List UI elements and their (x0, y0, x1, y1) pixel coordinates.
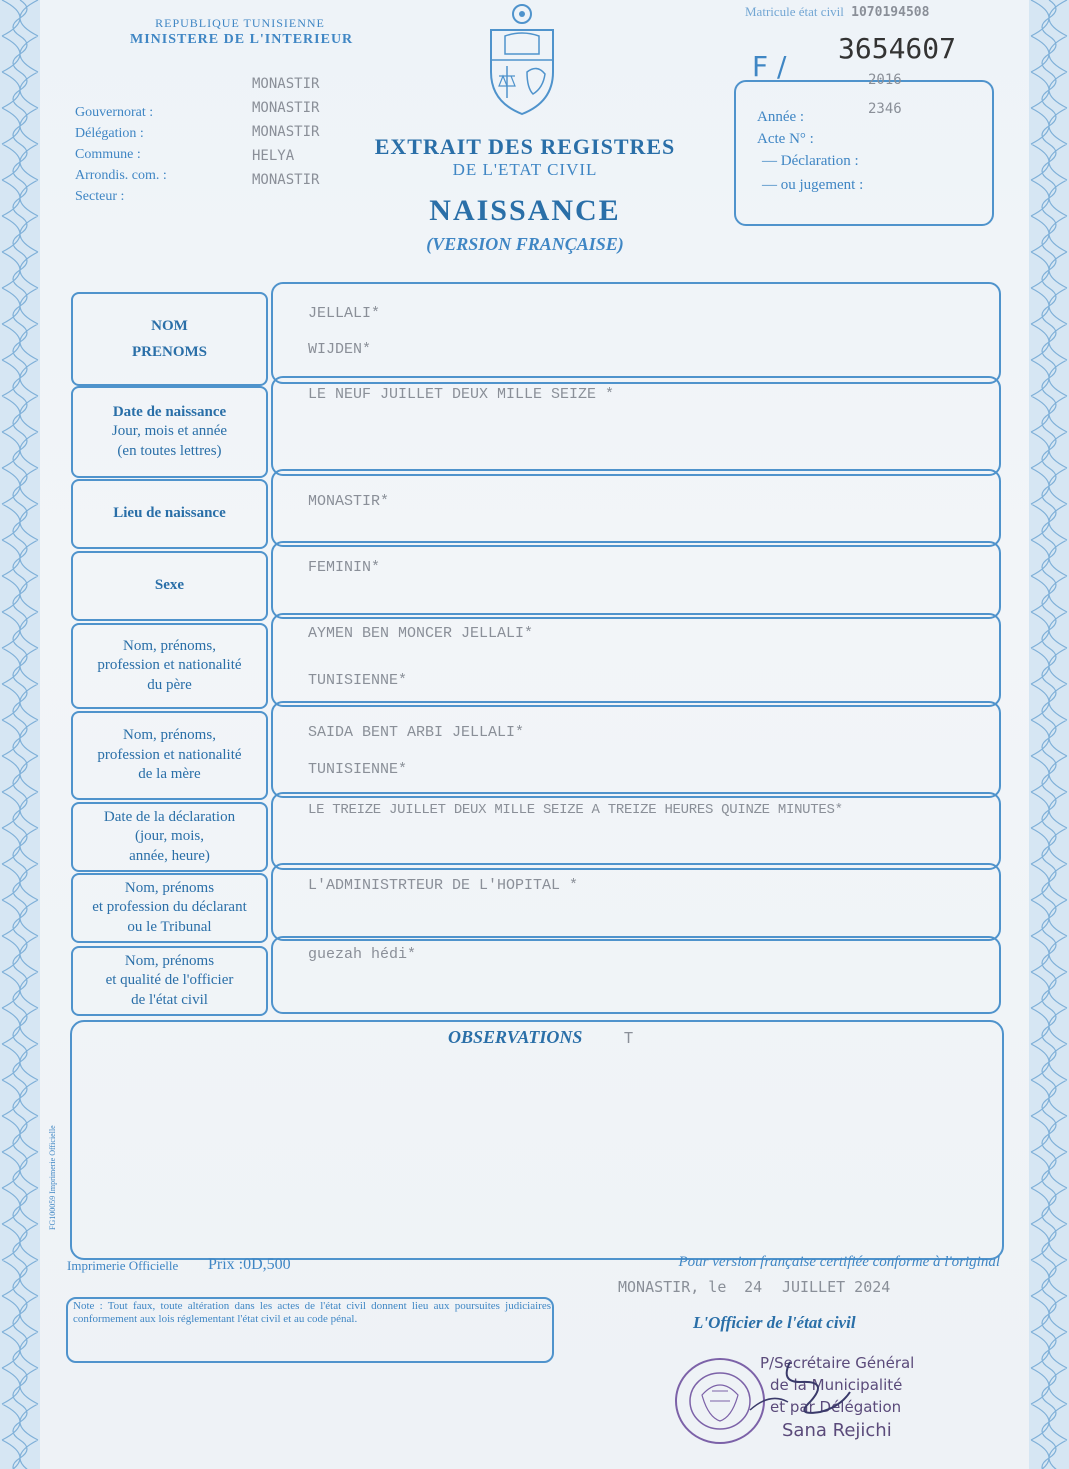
place-date (618, 1278, 890, 1297)
left-guilloche-border (0, 0, 40, 1469)
row-label-box (71, 551, 268, 621)
matricule-value: 1070194508 (851, 5, 930, 20)
observations-label: OBSERVATIONS (448, 1027, 583, 1047)
row-value: MONASTIR* (308, 493, 390, 510)
row-value: WIJDEN* (308, 341, 372, 358)
row-label: Nom, prénoms et qualité de l'officier de l'état civil (105, 952, 234, 1008)
row-value: FEMININ* (308, 559, 381, 576)
ministere-label: MINISTERE DE L'INTERIEUR (130, 32, 354, 47)
row-value: SAIDA BENT ARBI JELLALI* (308, 724, 525, 741)
row-label-box (71, 386, 268, 478)
signature-line-1: P/Secrétaire Général (760, 1354, 915, 1372)
serial-prefix: F / (752, 50, 787, 83)
row-label: Lieu de naissance (113, 505, 226, 522)
matricule-label: Matricule état civil (745, 4, 844, 19)
place-label: MONASTIR, le (618, 1278, 727, 1296)
location-values (252, 72, 319, 192)
title-version: (VERSION FRANÇAISE) (426, 234, 624, 254)
row-value: LE NEUF JUILLET DEUX MILLE SEIZE * (308, 386, 615, 403)
arrondissement-label: Arrondis. com. : (75, 168, 167, 183)
title-naissance: NAISSANCE (429, 194, 621, 227)
date-month-year: JUILLET 2024 (781, 1278, 891, 1296)
row-value: AYMEN BEN MONCER JELLALI* (308, 625, 534, 642)
republique-label: REPUBLIQUE TUNISIENNE (155, 16, 325, 30)
row-label: NOM PRENOMS (132, 318, 207, 360)
row-value: TUNISIENNE* (308, 761, 408, 778)
row-value-box (271, 701, 1001, 798)
matricule (745, 4, 929, 20)
handwritten-signature-icon (740, 1352, 860, 1422)
row-value: L'ADMINISTRTEUR DE L'HOPITAL * (308, 877, 579, 894)
gouvernorat-value: MONASTIR (252, 76, 320, 92)
commune-label: Commune : (75, 147, 141, 162)
declaration-label: — Déclaration : (762, 153, 859, 169)
observations-box (70, 1020, 1004, 1260)
side-print-code: FG100059 Imprimerie Officielle (48, 1125, 57, 1230)
row-value: TUNISIENNE* (308, 672, 408, 689)
signature-name: Sana Rejichi (782, 1420, 892, 1441)
date-day: 24 (744, 1278, 763, 1296)
row-value: LE TREIZE JUILLET DEUX MILLE SEIZE A TREIZE HEURES QUINZE MINUTES* (308, 802, 843, 818)
imprimerie-label: Imprimerie Officielle (67, 1258, 179, 1273)
serial-number: 3654607 (838, 32, 957, 65)
acte-number-value: 2346 (868, 101, 902, 117)
acte-labels (757, 106, 863, 196)
row-label: Nom, prénoms, profession et nationalité de la mère (97, 727, 242, 783)
jugement-label: — ou jugement : (762, 177, 864, 193)
row-label: Nom, prénoms, profession et nationalité du père (97, 637, 242, 693)
officier-label: L'Officier de l'état civil (693, 1313, 856, 1332)
gouvernorat-label: Gouvernorat : (75, 105, 154, 120)
row-label-box (71, 479, 268, 549)
acte-number-label: Acte N° : (757, 131, 814, 147)
row-value: guezah hédi* (308, 946, 417, 963)
prix-label: Prix :0D,500 (208, 1256, 291, 1273)
row-label-box (71, 873, 268, 943)
delegation-value: MONASTIR (252, 100, 320, 116)
row-label: Sexe (154, 577, 185, 594)
secteur-value: MONASTIR (252, 172, 320, 188)
signature-line-3: et par Délégation (770, 1398, 902, 1416)
title-etat-civil: DE L'ETAT CIVIL (452, 160, 598, 179)
secteur-label: Secteur : (75, 189, 125, 204)
delegation-label: Délégation : (75, 126, 144, 141)
row-label-box (71, 946, 268, 1016)
arrondissement-value: HELYA (252, 148, 295, 164)
annee-value: 2016 (868, 72, 902, 88)
certification-text: Pour version française certifiée conforme à l'original (678, 1254, 1000, 1270)
row-value-box (271, 282, 1001, 384)
right-guilloche-border (1029, 0, 1069, 1469)
row-value-box (271, 863, 1001, 941)
row-value-box (271, 541, 1001, 619)
row-label: Date de naissance Jour, mois et année (en toutes lettres) (111, 403, 228, 459)
observations-extra: T (624, 1029, 634, 1047)
legal-note-text: Note : Tout faux, toute altération dans les actes de l'état civil donnent lieu aux poursuites judiciaires conformement aux lois réglementant l'état civil et au code pénal. (73, 1300, 551, 1325)
tunisia-coat-of-arms-icon (485, 2, 560, 117)
row-label-box (71, 711, 268, 800)
row-label: Date de la déclaration (jour, mois, année, heure) (103, 808, 236, 864)
signature-line-2: de la Municipalité (770, 1376, 903, 1394)
row-label-box (71, 292, 268, 386)
row-label: Nom, prénoms et profession du déclarant ou le Tribunal (92, 879, 247, 935)
commune-value: MONASTIR (252, 124, 320, 140)
annee-label: Année : (757, 109, 805, 125)
row-label-box (71, 802, 268, 872)
row-value: JELLALI* (308, 305, 381, 322)
location-labels (75, 102, 167, 207)
row-label-box (71, 623, 268, 709)
title-extrait: EXTRAIT DES REGISTRES (374, 134, 676, 159)
